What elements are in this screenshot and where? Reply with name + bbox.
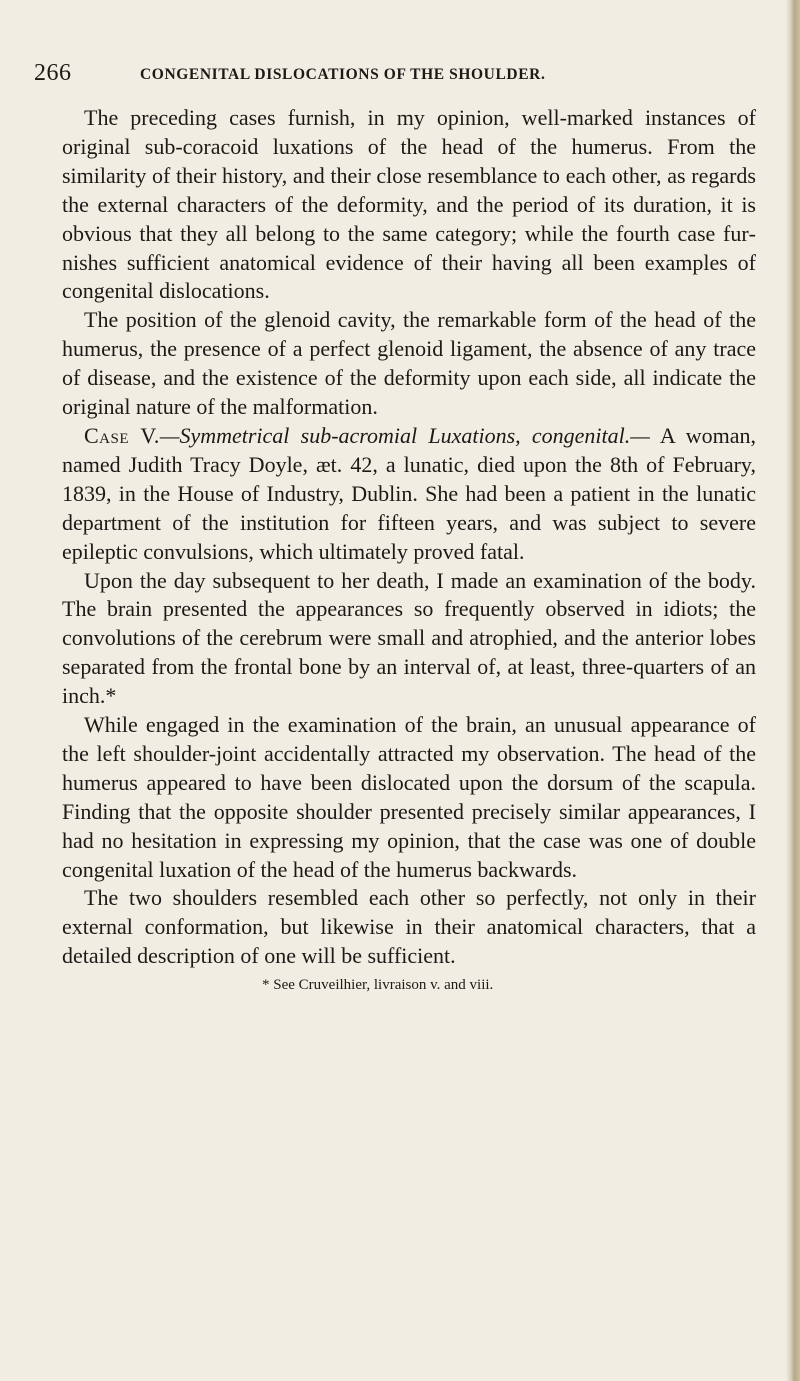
body-text — [62, 104, 756, 971]
case-title: —Symmetrical sub-acromial Luxations, congenital.— — [159, 422, 650, 448]
footnote: * See Cruveilhier, livraison v. and viii. — [262, 977, 494, 994]
paragraph: The two shoulders resembled each other so perfectly, not only in their external conformation, but likewise in their anatomical characters, that a detailed description of one will be sufficient. — [62, 885, 756, 969]
page-number: 266 — [34, 60, 72, 86]
running-head — [34, 60, 756, 90]
paragraph: The position of the glenoid cavity, the remarkable form of the head of the humerus, the presence of a perfect glenoid ligament, the absence of any trace of disease, and the existence of the deformity upon each side, all indicate the original nature of the malformation. — [62, 307, 756, 420]
case-label: Case V. — [84, 422, 160, 448]
paragraph: The preceding cases furnish, in my opinion, well-marked instances of original sub-coracoid luxations of the head of the humerus. From the similarity of their history, and their close resemblance to each other, as regards the external characters of the deformity, and the period of its duration, it is obvious that they all belong to the same category; while the fourth case furnishes sufficient anatomical evidence of their having all been examples of congenital dislocations. — [62, 105, 756, 304]
case-paragraph — [62, 422, 756, 567]
page-edge-shadow — [786, 0, 800, 1381]
book-page — [34, 60, 756, 994]
running-title: CONGENITAL DISLOCATIONS OF THE SHOULDER. — [140, 66, 546, 83]
case-text: A woman, named Judith Tracy Doyle, æt. 42, a lunatic, died upon the 8th of February, 1839, in the House of Industry, Dublin. She had been a patient in the lunatic department of the institution for fifteen years, and was subject to severe epileptic convulsions, which ultimately proved fatal. — [62, 422, 756, 564]
paragraph: While engaged in the examination of the brain, an unusual appearance of the left shoulder-joint accidentally attracted my observation. The head of the humerus appeared to have been dislocated upon the dorsum of the scapula. Finding that the opposite shoulder presented precisely similar appearances, I had no hesitation in expressing my opinion, that the case was one of double congenital luxation of the head of the humerus backwards. — [62, 712, 756, 882]
paragraph: Upon the day subsequent to her death, I made an examination of the body. The brain presented the appearances so frequently observed in idiots; the convolutions of the cerebrum were small and atrophied, and the anterior lobes separated from the frontal bone by an interval of, at least, three-quarters of an inch.* — [62, 567, 756, 709]
